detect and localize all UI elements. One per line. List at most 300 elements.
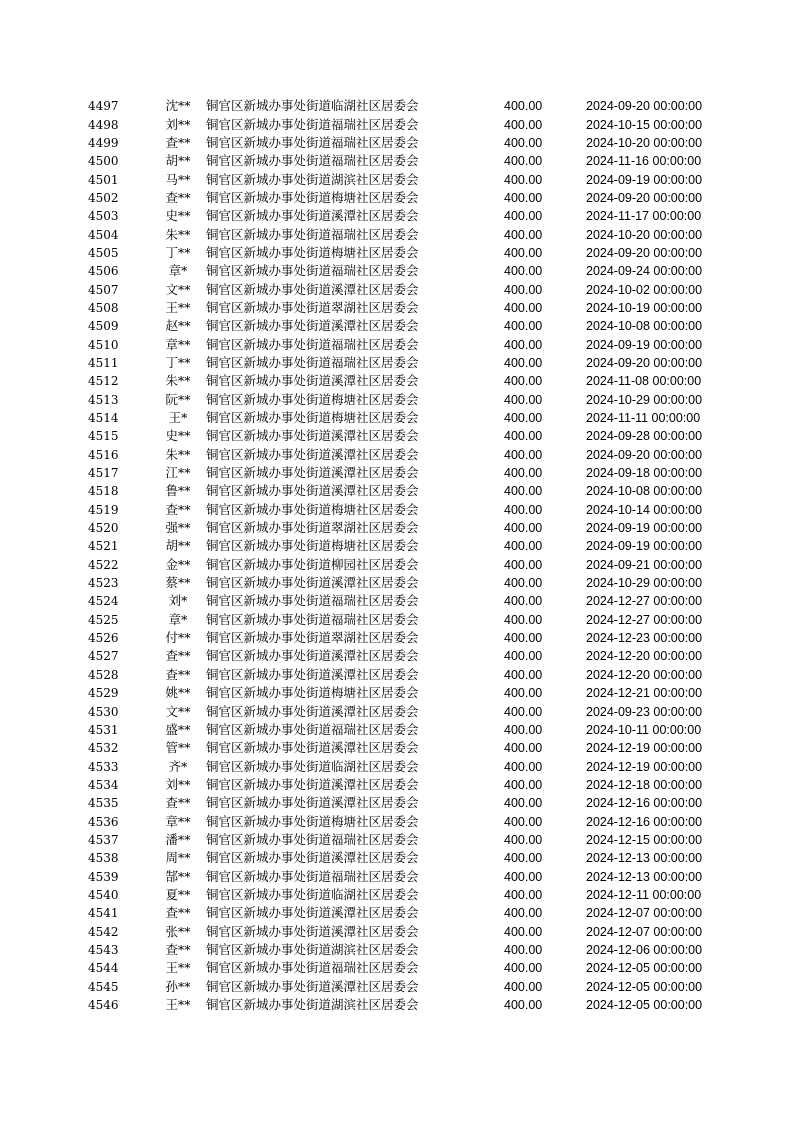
table-row — [88, 97, 716, 115]
row-number: 4519 — [88, 502, 119, 517]
recipient-name: 文** — [165, 281, 191, 297]
table-row — [88, 170, 716, 188]
amount: 400.00 — [504, 924, 543, 939]
recipient-name: 孙** — [165, 978, 191, 994]
recipient-name: 王** — [165, 299, 191, 315]
table-row — [88, 959, 716, 977]
table-row — [88, 262, 716, 280]
table-row — [88, 757, 716, 775]
amount: 400.00 — [504, 447, 543, 462]
table-row — [88, 391, 716, 409]
table-row — [88, 152, 716, 170]
recipient-name: 周** — [165, 850, 191, 866]
payment-date: 2024-09-19 00:00:00 — [586, 539, 703, 554]
amount: 400.00 — [504, 539, 543, 554]
table-row — [88, 666, 716, 684]
recipient-name: 章* — [168, 611, 188, 627]
table-row — [88, 739, 716, 757]
organization: 铜官区新城办事处街道溪潭社区居委会 — [206, 905, 419, 921]
payment-date: 2024-09-21 00:00:00 — [586, 557, 703, 572]
organization: 铜官区新城办事处街道溪潭社区居委会 — [206, 483, 419, 499]
amount: 400.00 — [504, 869, 543, 884]
organization: 铜官区新城办事处街道湖滨社区居委会 — [206, 171, 419, 187]
row-number: 4540 — [88, 887, 119, 902]
amount: 400.00 — [504, 796, 543, 811]
row-number: 4532 — [88, 741, 119, 756]
row-number: 4504 — [88, 227, 119, 242]
recipient-name: 章* — [168, 263, 188, 279]
payment-date: 2024-09-19 00:00:00 — [586, 521, 703, 536]
payment-date: 2024-09-19 00:00:00 — [586, 337, 703, 352]
payment-date: 2024-09-20 00:00:00 — [586, 190, 703, 205]
organization: 铜官区新城办事处街道溪潭社区居委会 — [206, 666, 419, 682]
payment-date: 2024-12-16 00:00:00 — [586, 814, 703, 829]
payment-date: 2024-09-28 00:00:00 — [586, 429, 703, 444]
row-number: 4530 — [88, 704, 119, 719]
recipient-name: 史** — [165, 208, 191, 224]
row-number: 4529 — [88, 686, 119, 701]
amount: 400.00 — [504, 851, 543, 866]
payment-date: 2024-12-20 00:00:00 — [586, 667, 703, 682]
recipient-name: 潘** — [165, 831, 191, 847]
table-row — [88, 941, 716, 959]
table-row — [88, 134, 716, 152]
payment-date: 2024-12-06 00:00:00 — [586, 942, 703, 957]
table-row — [88, 280, 716, 298]
amount: 400.00 — [504, 484, 543, 499]
payment-date: 2024-10-02 00:00:00 — [586, 282, 703, 297]
recipient-name: 刘** — [165, 116, 191, 132]
organization: 铜官区新城办事处街道梅塘社区居委会 — [206, 501, 419, 517]
table-row — [88, 299, 716, 317]
row-number: 4499 — [88, 135, 119, 150]
organization: 铜官区新城办事处街道翠湖社区居委会 — [206, 520, 419, 536]
recipient-name: 强** — [165, 520, 191, 536]
record-table — [88, 97, 716, 1014]
payment-date: 2024-10-29 00:00:00 — [586, 392, 703, 407]
row-number: 4505 — [88, 245, 119, 260]
payment-date: 2024-12-18 00:00:00 — [586, 777, 703, 792]
recipient-name: 章** — [165, 336, 191, 352]
row-number: 4498 — [88, 117, 119, 132]
row-number: 4517 — [88, 466, 119, 481]
amount: 400.00 — [504, 741, 543, 756]
recipient-name: 王** — [165, 997, 191, 1013]
table-row — [88, 904, 716, 922]
table-row — [88, 317, 716, 335]
payment-date: 2024-09-20 00:00:00 — [586, 447, 703, 462]
table-row — [88, 409, 716, 427]
organization: 铜官区新城办事处街道溪潭社区居委会 — [206, 740, 419, 756]
organization: 铜官区新城办事处街道梅塘社区居委会 — [206, 189, 419, 205]
organization: 铜官区新城办事处街道翠湖社区居委会 — [206, 630, 419, 646]
payment-date: 2024-12-15 00:00:00 — [586, 832, 703, 847]
payment-date: 2024-12-07 00:00:00 — [586, 924, 703, 939]
row-number: 4538 — [88, 851, 119, 866]
recipient-name: 王** — [165, 960, 191, 976]
recipient-name: 查** — [165, 905, 191, 921]
payment-date: 2024-12-19 00:00:00 — [586, 741, 703, 756]
table-row — [88, 684, 716, 702]
organization: 铜官区新城办事处街道福瑞社区居委会 — [206, 611, 419, 627]
row-number: 4527 — [88, 649, 119, 664]
organization: 铜官区新城办事处街道溪潭社区居委会 — [206, 318, 419, 334]
organization: 铜官区新城办事处街道福瑞社区居委会 — [206, 116, 419, 132]
table-row — [88, 794, 716, 812]
organization: 铜官区新城办事处街道溪潭社区居委会 — [206, 446, 419, 462]
amount: 400.00 — [504, 466, 543, 481]
recipient-name: 夏** — [165, 886, 191, 902]
row-number: 4539 — [88, 869, 119, 884]
amount: 400.00 — [504, 814, 543, 829]
amount: 400.00 — [504, 832, 543, 847]
payment-date: 2024-10-29 00:00:00 — [586, 576, 703, 591]
row-number: 4535 — [88, 796, 119, 811]
organization: 铜官区新城办事处街道溪潭社区居委会 — [206, 281, 419, 297]
row-number: 4522 — [88, 557, 119, 572]
amount: 400.00 — [504, 337, 543, 352]
payment-date: 2024-12-16 00:00:00 — [586, 796, 703, 811]
table-row — [88, 354, 716, 372]
row-number: 4511 — [88, 355, 119, 370]
recipient-name: 朱** — [165, 446, 191, 462]
table-row — [88, 372, 716, 390]
recipient-name: 蔡** — [165, 575, 191, 591]
row-number: 4502 — [88, 190, 119, 205]
table-row — [88, 867, 716, 885]
recipient-name: 查** — [165, 501, 191, 517]
organization: 铜官区新城办事处街道福瑞社区居委会 — [206, 721, 419, 737]
payment-date: 2024-12-19 00:00:00 — [586, 759, 703, 774]
organization: 铜官区新城办事处街道梅塘社区居委会 — [206, 538, 419, 554]
recipient-name: 文** — [165, 703, 191, 719]
recipient-name: 朱** — [165, 226, 191, 242]
amount: 400.00 — [504, 245, 543, 260]
amount: 400.00 — [504, 722, 543, 737]
row-number: 4515 — [88, 429, 119, 444]
recipient-name: 马** — [165, 171, 191, 187]
payment-date: 2024-09-20 00:00:00 — [586, 355, 703, 370]
row-number: 4546 — [88, 998, 119, 1013]
recipient-name: 张** — [165, 923, 191, 939]
organization: 铜官区新城办事处街道溪潭社区居委会 — [206, 428, 419, 444]
organization: 铜官区新城办事处街道溪潭社区居委会 — [206, 978, 419, 994]
payment-date: 2024-10-08 00:00:00 — [586, 319, 703, 334]
recipient-name: 盛** — [165, 721, 191, 737]
table-row — [88, 886, 716, 904]
payment-date: 2024-11-11 00:00:00 — [586, 411, 701, 426]
payment-date: 2024-10-20 00:00:00 — [586, 135, 703, 150]
row-number: 4516 — [88, 447, 119, 462]
row-number: 4545 — [88, 979, 119, 994]
payment-date: 2024-12-05 00:00:00 — [586, 979, 703, 994]
payment-date: 2024-12-13 00:00:00 — [586, 869, 703, 884]
payment-date: 2024-11-16 00:00:00 — [586, 154, 702, 169]
organization: 铜官区新城办事处街道梅塘社区居委会 — [206, 244, 419, 260]
recipient-name: 查** — [165, 666, 191, 682]
amount: 400.00 — [504, 135, 543, 150]
table-row — [88, 574, 716, 592]
organization: 铜官区新城办事处街道福瑞社区居委会 — [206, 153, 419, 169]
organization: 铜官区新城办事处街道福瑞社区居委会 — [206, 868, 419, 884]
recipient-name: 姚** — [165, 685, 191, 701]
recipient-name: 王* — [168, 410, 188, 426]
recipient-name: 管** — [165, 740, 191, 756]
amount: 400.00 — [504, 612, 543, 627]
payment-date: 2024-12-07 00:00:00 — [586, 906, 703, 921]
amount: 400.00 — [504, 704, 543, 719]
recipient-name: 江** — [165, 465, 191, 481]
recipient-name: 朱** — [165, 373, 191, 389]
recipient-name: 丁** — [165, 244, 191, 260]
amount: 400.00 — [504, 411, 543, 426]
recipient-name: 章** — [165, 813, 191, 829]
amount: 400.00 — [504, 521, 543, 536]
row-number: 4510 — [88, 337, 119, 352]
amount: 400.00 — [504, 99, 543, 114]
recipient-name: 查** — [165, 134, 191, 150]
organization: 铜官区新城办事处街道溪潭社区居委会 — [206, 703, 419, 719]
organization: 铜官区新城办事处街道溪潭社区居委会 — [206, 776, 419, 792]
payment-date: 2024-10-19 00:00:00 — [586, 300, 703, 315]
row-number: 4544 — [88, 961, 119, 976]
recipient-name: 鲁** — [165, 483, 191, 499]
organization: 铜官区新城办事处街道临湖社区居委会 — [206, 758, 419, 774]
amount: 400.00 — [504, 576, 543, 591]
organization: 铜官区新城办事处街道溪潭社区居委会 — [206, 208, 419, 224]
amount: 400.00 — [504, 906, 543, 921]
table-row — [88, 702, 716, 720]
recipient-name: 郜** — [165, 868, 191, 884]
row-number: 4533 — [88, 759, 119, 774]
payment-date: 2024-12-27 00:00:00 — [586, 594, 703, 609]
amount: 400.00 — [504, 190, 543, 205]
payment-date: 2024-10-15 00:00:00 — [586, 117, 703, 132]
payment-date: 2024-09-18 00:00:00 — [586, 466, 703, 481]
payment-date: 2024-10-11 00:00:00 — [586, 722, 702, 737]
amount: 400.00 — [504, 887, 543, 902]
recipient-name: 沈** — [165, 98, 191, 114]
amount: 400.00 — [504, 961, 543, 976]
payment-date: 2024-10-08 00:00:00 — [586, 484, 703, 499]
row-number: 4500 — [88, 154, 119, 169]
organization: 铜官区新城办事处街道梅塘社区居委会 — [206, 410, 419, 426]
row-number: 4536 — [88, 814, 119, 829]
amount: 400.00 — [504, 686, 543, 701]
table-row — [88, 446, 716, 464]
record-table-body — [88, 97, 716, 1014]
organization: 铜官区新城办事处街道福瑞社区居委会 — [206, 263, 419, 279]
row-number: 4534 — [88, 777, 119, 792]
organization: 铜官区新城办事处街道溪潭社区居委会 — [206, 575, 419, 591]
row-number: 4537 — [88, 832, 119, 847]
payment-date: 2024-12-05 00:00:00 — [586, 998, 703, 1013]
amount: 400.00 — [504, 649, 543, 664]
amount: 400.00 — [504, 264, 543, 279]
recipient-name: 胡** — [165, 153, 191, 169]
amount: 400.00 — [504, 942, 543, 957]
recipient-name: 付** — [165, 630, 191, 646]
payment-date: 2024-09-24 00:00:00 — [586, 264, 703, 279]
organization: 铜官区新城办事处街道福瑞社区居委会 — [206, 593, 419, 609]
organization: 铜官区新城办事处街道溪潭社区居委会 — [206, 465, 419, 481]
amount: 400.00 — [504, 227, 543, 242]
row-number: 4521 — [88, 539, 119, 554]
row-number: 4501 — [88, 172, 119, 187]
amount: 400.00 — [504, 282, 543, 297]
organization: 铜官区新城办事处街道湖滨社区居委会 — [206, 941, 419, 957]
amount: 400.00 — [504, 594, 543, 609]
table-row — [88, 831, 716, 849]
organization: 铜官区新城办事处街道湖滨社区居委会 — [206, 997, 419, 1013]
amount: 400.00 — [504, 374, 543, 389]
table-row — [88, 464, 716, 482]
table-row — [88, 482, 716, 500]
payment-date: 2024-10-20 00:00:00 — [586, 227, 703, 242]
payment-date: 2024-10-14 00:00:00 — [586, 502, 703, 517]
recipient-name: 查** — [165, 648, 191, 664]
recipient-name: 查** — [165, 795, 191, 811]
organization: 铜官区新城办事处街道临湖社区居委会 — [206, 98, 419, 114]
organization: 铜官区新城办事处街道福瑞社区居委会 — [206, 831, 419, 847]
amount: 400.00 — [504, 209, 543, 224]
amount: 400.00 — [504, 319, 543, 334]
organization: 铜官区新城办事处街道福瑞社区居委会 — [206, 226, 419, 242]
table-row — [88, 812, 716, 830]
payment-date: 2024-12-05 00:00:00 — [586, 961, 703, 976]
amount: 400.00 — [504, 998, 543, 1013]
table-row — [88, 115, 716, 133]
organization: 铜官区新城办事处街道梅塘社区居委会 — [206, 685, 419, 701]
amount: 400.00 — [504, 667, 543, 682]
row-number: 4508 — [88, 300, 119, 315]
table-row — [88, 519, 716, 537]
organization: 铜官区新城办事处街道柳园社区居委会 — [206, 556, 419, 572]
payment-date: 2024-09-20 00:00:00 — [586, 245, 703, 260]
payment-date: 2024-12-11 00:00:00 — [586, 887, 702, 902]
amount: 400.00 — [504, 117, 543, 132]
organization: 铜官区新城办事处街道福瑞社区居委会 — [206, 960, 419, 976]
payment-date: 2024-12-21 00:00:00 — [586, 686, 703, 701]
recipient-name: 阮** — [165, 391, 191, 407]
row-number: 4524 — [88, 594, 119, 609]
amount: 400.00 — [504, 777, 543, 792]
table-row — [88, 611, 716, 629]
row-number: 4506 — [88, 264, 119, 279]
amount: 400.00 — [504, 300, 543, 315]
recipient-name: 刘* — [168, 593, 188, 609]
amount: 400.00 — [504, 355, 543, 370]
row-number: 4525 — [88, 612, 119, 627]
organization: 铜官区新城办事处街道福瑞社区居委会 — [206, 134, 419, 150]
row-number: 4503 — [88, 209, 119, 224]
amount: 400.00 — [504, 631, 543, 646]
row-number: 4497 — [88, 99, 119, 114]
organization: 铜官区新城办事处街道溪潭社区居委会 — [206, 923, 419, 939]
table-row — [88, 189, 716, 207]
recipient-name: 胡** — [165, 538, 191, 554]
row-number: 4513 — [88, 392, 119, 407]
organization: 铜官区新城办事处街道福瑞社区居委会 — [206, 336, 419, 352]
table-row — [88, 776, 716, 794]
row-number: 4509 — [88, 319, 119, 334]
recipient-name: 查** — [165, 941, 191, 957]
table-row — [88, 592, 716, 610]
payment-date: 2024-11-17 00:00:00 — [586, 209, 702, 224]
recipient-name: 刘** — [165, 776, 191, 792]
row-number: 4507 — [88, 282, 119, 297]
table-row — [88, 647, 716, 665]
table-row — [88, 629, 716, 647]
recipient-name: 史** — [165, 428, 191, 444]
payment-date: 2024-12-27 00:00:00 — [586, 612, 703, 627]
recipient-name: 齐* — [168, 758, 188, 774]
row-number: 4523 — [88, 576, 119, 591]
row-number: 4526 — [88, 631, 119, 646]
row-number: 4542 — [88, 924, 119, 939]
row-number: 4528 — [88, 667, 119, 682]
organization: 铜官区新城办事处街道梅塘社区居委会 — [206, 813, 419, 829]
amount: 400.00 — [504, 429, 543, 444]
amount: 400.00 — [504, 557, 543, 572]
table-row — [88, 849, 716, 867]
organization: 铜官区新城办事处街道溪潭社区居委会 — [206, 795, 419, 811]
organization: 铜官区新城办事处街道梅塘社区居委会 — [206, 391, 419, 407]
table-row — [88, 978, 716, 996]
table-row — [88, 556, 716, 574]
amount: 400.00 — [504, 502, 543, 517]
table-row — [88, 244, 716, 262]
amount: 400.00 — [504, 172, 543, 187]
table-row — [88, 537, 716, 555]
recipient-name: 金** — [165, 556, 191, 572]
row-number: 4520 — [88, 521, 119, 536]
organization: 铜官区新城办事处街道溪潭社区居委会 — [206, 373, 419, 389]
amount: 400.00 — [504, 759, 543, 774]
payment-date: 2024-09-23 00:00:00 — [586, 704, 703, 719]
organization: 铜官区新城办事处街道溪潭社区居委会 — [206, 648, 419, 664]
organization: 铜官区新城办事处街道翠湖社区居委会 — [206, 299, 419, 315]
table-row — [88, 225, 716, 243]
payment-date: 2024-12-13 00:00:00 — [586, 851, 703, 866]
recipient-name: 丁** — [165, 354, 191, 370]
recipient-name: 赵** — [165, 318, 191, 334]
table-row — [88, 207, 716, 225]
table-row — [88, 721, 716, 739]
amount: 400.00 — [504, 154, 543, 169]
organization: 铜官区新城办事处街道福瑞社区居委会 — [206, 354, 419, 370]
table-row — [88, 922, 716, 940]
payment-date: 2024-09-19 00:00:00 — [586, 172, 703, 187]
row-number: 4541 — [88, 906, 119, 921]
payment-date: 2024-12-20 00:00:00 — [586, 649, 703, 664]
organization: 铜官区新城办事处街道溪潭社区居委会 — [206, 850, 419, 866]
organization: 铜官区新城办事处街道临湖社区居委会 — [206, 886, 419, 902]
table-row — [88, 427, 716, 445]
table-row — [88, 335, 716, 353]
payment-date: 2024-12-23 00:00:00 — [586, 631, 703, 646]
table-row — [88, 501, 716, 519]
row-number: 4514 — [88, 411, 119, 426]
row-number: 4518 — [88, 484, 119, 499]
row-number: 4531 — [88, 722, 119, 737]
row-number: 4512 — [88, 374, 119, 389]
payment-date: 2024-09-20 00:00:00 — [586, 99, 703, 114]
recipient-name: 查** — [165, 189, 191, 205]
table-row — [88, 996, 716, 1014]
row-number: 4543 — [88, 942, 119, 957]
amount: 400.00 — [504, 392, 543, 407]
